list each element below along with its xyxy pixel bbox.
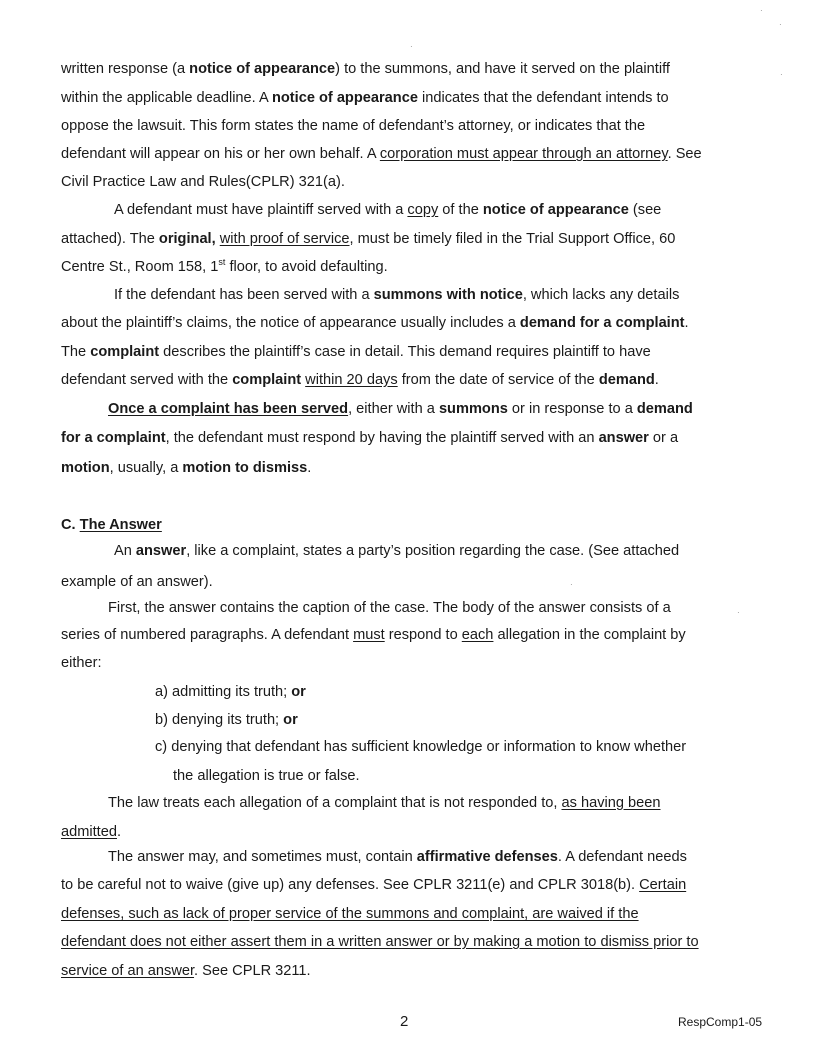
paragraph-line: Once a complaint has been served, either with a summons or in response to a demand [108,401,693,417]
paragraph-line: to be careful not to waive (give up) any defenses. See CPLR 3211(e) and CPLR 3018(b). Certain [61,877,687,893]
list-item: c) denying that defendant has sufficient knowledge or information to know whether [155,739,687,755]
paragraph-line: defendant served with the complaint within 20 days from the date of service of the demand. [61,372,659,388]
paragraph-line: service of an answer. See CPLR 3211. [61,963,311,979]
paragraph-line: motion, usually, a motion to dismiss. [61,460,312,476]
paragraph-line: series of numbered paragraphs. A defendant must respond to each allegation in the complaint by [61,627,686,643]
scan-speck: · [779,20,782,29]
paragraph-line: example of an answer). [61,574,213,590]
paragraph-line: First, the answer contains the caption of the case. The body of the answer consists of a [108,600,671,616]
paragraph-line: The complaint describes the plaintiff’s case in detail. This demand requires plaintiff to have [61,344,651,360]
paragraph-line: Civil Practice Law and Rules(CPLR) 321(a). [61,174,345,190]
list-item: b) denying its truth; or [155,712,298,728]
paragraph-line: Centre St., Room 158, 1st floor, to avoid defaulting. [61,257,388,275]
scan-speck: · [570,580,573,589]
paragraph-line: either: [61,655,102,671]
paragraph-line: oppose the lawsuit. This form states the name of defendant’s attorney, or indicates that the [61,118,646,134]
scan-speck: · [410,42,413,51]
paragraph-line: defendant will appear on his or her own behalf. A corporation must appear through an attorney. See [61,146,702,162]
paragraph-line: If the defendant has been served with a summons with notice, which lacks any details [114,287,680,303]
page-number: 2 [400,1013,409,1030]
scan-speck: · [760,6,763,15]
paragraph-line: within the applicable deadline. A notice of appearance indicates that the defendant intends to [61,90,669,106]
paragraph-line: defenses, such as lack of proper service of the summons and complaint, are waived if the [61,906,639,922]
paragraph-line: admitted. [61,824,122,840]
paragraph-line: for a complaint, the defendant must respond by having the plaintiff served with an answer or a [61,430,679,446]
paragraph-line: written response (a notice of appearance) to the summons, and have it served on the plaintiff [61,61,670,77]
paragraph-line: The answer may, and sometimes must, contain affirmative defenses. A defendant needs [108,849,687,865]
document-code: RespComp1-05 [678,1015,763,1029]
list-item: a) admitting its truth; or [155,684,306,700]
section-heading: C. The Answer [61,517,162,533]
scan-speck: · [780,70,783,79]
paragraph-line: An answer, like a complaint, states a party’s position regarding the case. (See attached [114,543,680,559]
paragraph-line: about the plaintiff’s claims, the notice of appearance usually includes a demand for a complaint. [61,315,689,331]
paragraph-line: A defendant must have plaintiff served with a copy of the notice of appearance (see [114,202,662,218]
paragraph-line: defendant does not either assert them in a written answer or by making a motion to dismiss prior to [61,934,699,950]
scan-speck: · [737,608,740,617]
paragraph-line: The law treats each allegation of a complaint that is not responded to, as having been [108,795,661,811]
paragraph-line: attached). The original, with proof of service, must be timely filed in the Trial Support Office, 60 [61,231,676,247]
list-item-continuation: the allegation is true or false. [173,768,360,784]
